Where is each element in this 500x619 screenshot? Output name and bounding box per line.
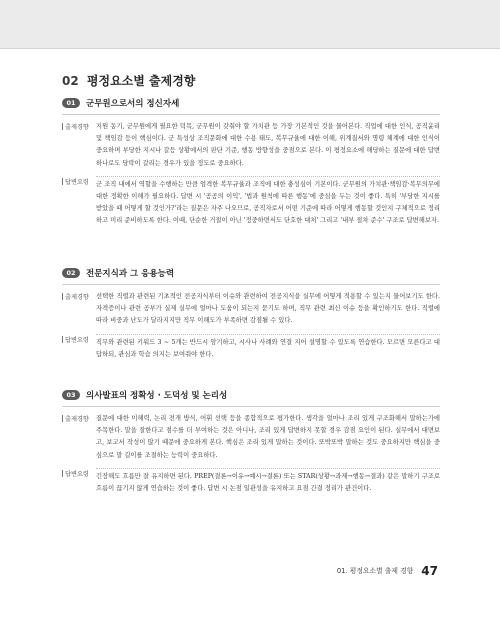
- chapter-title: [62, 72, 195, 89]
- answer-entry: [62, 468, 440, 495]
- tag-bar: [62, 470, 63, 477]
- footer-label: 01. 평정요소별 출제 경향: [336, 567, 414, 575]
- answer-tag: 답변요령: [62, 468, 96, 495]
- header-rule: [0, 48, 500, 49]
- tag-bar: [62, 178, 63, 185]
- trend-tag: 출제경향: [62, 121, 96, 170]
- section-badge: 03: [62, 390, 80, 400]
- chapter-title-text: 평정요소별 출제경향: [86, 74, 196, 88]
- trend-entry: [62, 413, 440, 462]
- answer-text: 직무와 관련된 키워드 3 ~ 5개는 반드시 암기하고, 시사나 사례와 연결 지어 설명할 수 있도록 연습한다. 모르면 모른다고 대답하되, 관심과 학습 의지는 보여줘야 한다.: [96, 334, 440, 361]
- trend-entry: [62, 291, 440, 328]
- section-header: [62, 388, 440, 402]
- answer-tag: 답변요령: [62, 334, 96, 361]
- section-title: 전문지식과 그 응용능력: [86, 269, 175, 279]
- section-01: [62, 96, 440, 234]
- answer-text: 군 조직 내에서 역할을 수행하는 만큼 엄격한 복무규율과 조직에 대한 충성심이 기본이다. 군무원의 가치관·책임감·복무의무에 대한 정확한 이해가 필요하다. 답변 시 '공공의 이익', '법과 원칙에 따른 행동'에 중심을 두는 것이 좋다. 특히 '부당한 지시를 받았을 때 어떻게 할 것인가?'라는 질문은 자주 나오므로, 공직자로서 어떤 기준에 따라 어떻게 행동할 것인지 구체적으로 정리하고 미리 준비하도록 한다. 이때, 단순한 거절이 아닌 '정중하면서도 단호한 대처' 그리고 '내부 절차 준수' 구조로 답변해보자.: [96, 176, 440, 228]
- tag-bar: [62, 293, 63, 300]
- section-header: [62, 266, 440, 280]
- section-02: [62, 266, 440, 367]
- trend-entry: [62, 121, 440, 170]
- answer-entry: [62, 176, 440, 228]
- trend-tag: 출제경향: [62, 413, 96, 462]
- page-footer: [0, 560, 438, 579]
- chapter-number: 02: [62, 74, 79, 88]
- section-badge: 02: [62, 268, 80, 278]
- trend-text: 지원 동기, 군무원에게 필요한 덕목, 군무원이 갖춰야 할 가치관 등 가장 기본적인 것을 물어본다. 직업에 대한 인식, 공직윤리 및 책임감 등이 핵심이다. 군 특성상 조직문화에 대한 수용 태도, 복무규율에 대한 이해, 위계질서와 명령 체계에 대한 인식이 중요하며 부당한 지시나 갈등 상황에서의 판단 기준, 행동 방향성을 중점으로 본다. 이 평정요소에 해당하는 질문에 대한 답변 하나로도 당락이 갈리는 경우가 있을 정도로 중요하다.: [96, 123, 440, 167]
- section-divider: [62, 114, 440, 115]
- answer-text: 긴장해도 흐름만 잘 유지하면 된다. PREP(결론→이유→예시→결론) 또는 STAR(상황→과제→행동→결과) 같은 말하기 구조로 흐름이 끊기지 않게 연습하는 것이 좋다. 답변 시 논점 일관성을 유지하고 요점 간결 정리가 관건이다.: [96, 468, 440, 495]
- answer-tag: 답변요령: [62, 176, 96, 228]
- section-title: 의사발표의 정확성 · 도덕성 및 논리성: [86, 391, 228, 401]
- trend-text: 질문에 대한 이해력, 논리 전개 방식, 어휘 선택 등을 종합적으로 평가한다. 생각을 얼마나 조리 있게 구조화해서 말하는가에 주목한다. 말을 잘한다고 점수를 더 부여하는 것은 아니나, 조리 있게 답변하지 못할 경우 감점 요인이 된다. 실무에서 대면보고, 보고서 작성이 많기 때문에 중요하게 본다. 핵심은 조리 있게 말하는 것이다. 또박또박 말하는 것도 중요하지만 핵심을 중심으로 말 길이를 조절하는 능력이 중요하다.: [96, 415, 440, 459]
- tag-bar: [62, 415, 63, 422]
- section-divider: [62, 284, 440, 285]
- section-03: [62, 388, 440, 501]
- answer-entry: [62, 334, 440, 361]
- trend-tag: 출제경향: [62, 291, 96, 328]
- header-band: [0, 0, 500, 48]
- tag-bar: [62, 123, 63, 130]
- page-number: 47: [421, 564, 438, 578]
- section-title: 군무원으로서의 정신자세: [86, 99, 180, 109]
- tag-bar: [62, 336, 63, 343]
- section-badge: 01: [62, 98, 80, 108]
- trend-text: 선택한 직렬과 관련된 기초적인 전공지식부터 이슈와 관련하여 전공지식을 실무에 어떻게 적용할 수 있는지 물어보기도 한다. 자격증이나 관련 공부가 실제 실무에 얼마나 도움이 되는지 묻기도 하며, 직무 관련 최신 이슈 등을 확인하기도 한다. 직렬에 따라 비중과 난도가 달라지지만 직무 이해도가 부족하면 감점될 수 있다.: [96, 293, 440, 325]
- section-header: [62, 96, 440, 110]
- section-divider: [62, 406, 440, 407]
